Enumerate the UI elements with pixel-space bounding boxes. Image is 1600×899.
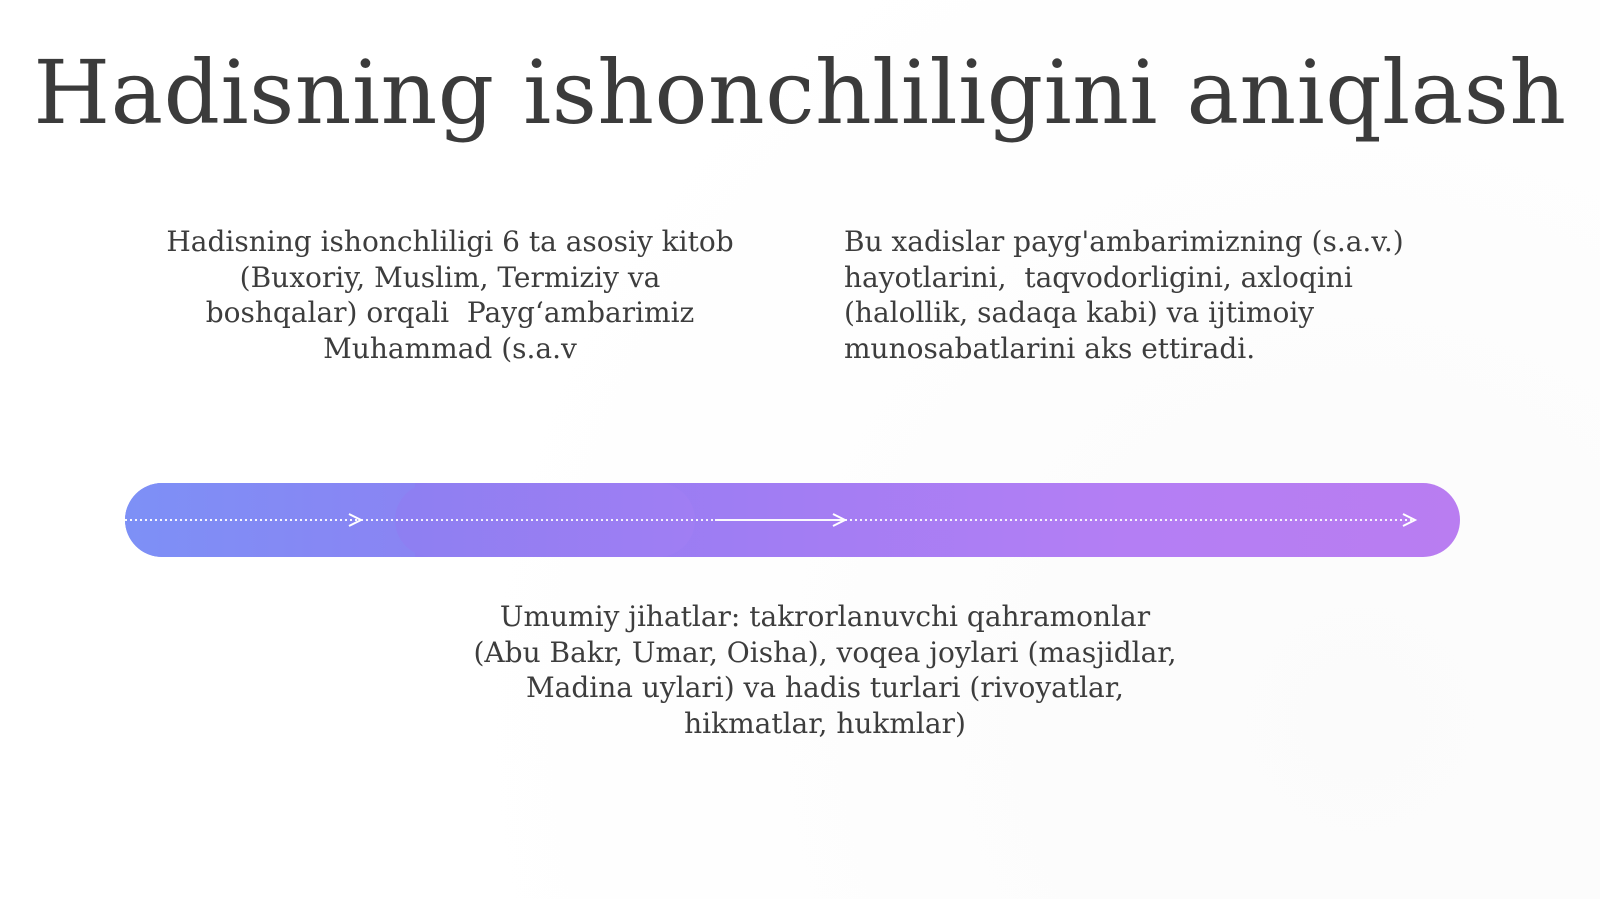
left-text-line: Muhammad (s.a.v <box>323 331 577 365</box>
slide-title: Hadisning ishonchliligini aniqlash <box>33 41 1567 144</box>
left-text-line: boshqalar) orqali Payg‘ambarimiz <box>205 296 695 329</box>
right-text-line: (halollik, sadaqa kabi) va ijtimoiy <box>844 296 1315 329</box>
right-text-line: hayotlarini, taqvodorligini, axloqini <box>844 260 1353 294</box>
left-text-line: Hadisning ishonchliligi 6 ta asosiy kitob <box>166 225 734 258</box>
left-text-block <box>150 224 750 366</box>
right-text-line: munosabatlarini aks ettiradi. <box>844 331 1256 365</box>
timeline-segment-2 <box>395 483 695 557</box>
timeline-arrows <box>125 483 1460 557</box>
bottom-text-line: (Abu Bakr, Umar, Oisha), voqea joylari (masjidlar, <box>473 635 1177 669</box>
timeline-bar <box>125 483 1460 557</box>
right-text-line: Bu xadislar payg'ambarimizning (s.a.v.) <box>844 225 1404 258</box>
right-text-block <box>844 224 1444 366</box>
bottom-text-line: Madina uylari) va hadis turlari (rivoyatlar, <box>526 671 1124 704</box>
arrow-right-icon <box>1403 514 1415 526</box>
bottom-text-line: Umumiy jihatlar: takrorlanuvchi qahramonlar <box>499 600 1151 633</box>
left-text-line: (Buxoriy, Muslim, Termiziy va <box>239 260 661 294</box>
bottom-text-line: hikmatlar, hukmlar) <box>684 706 966 740</box>
bottom-text-block <box>450 599 1200 741</box>
